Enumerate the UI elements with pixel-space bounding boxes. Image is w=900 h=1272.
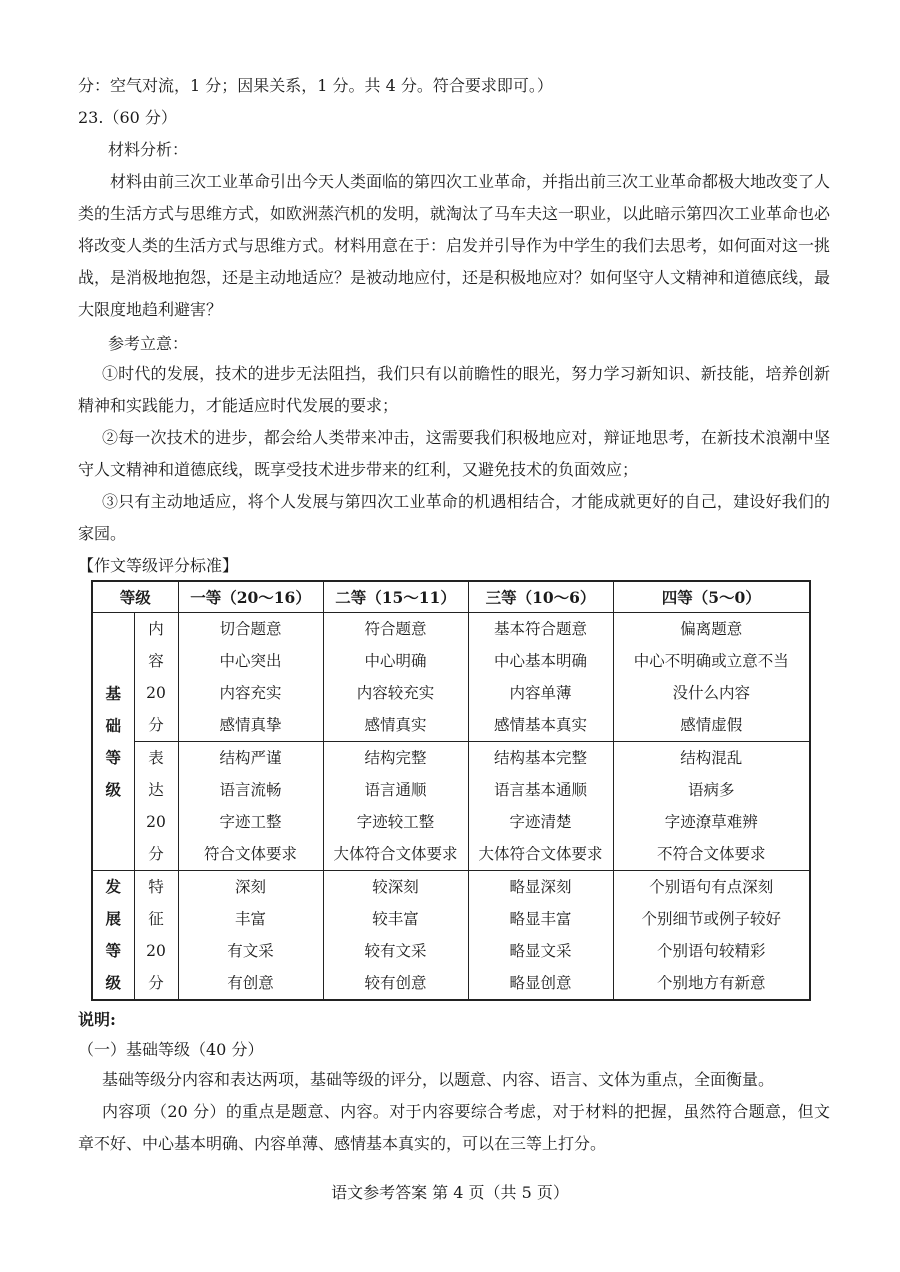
header-grade-4: 四等（5～0） xyxy=(613,581,810,613)
basic-level-label: 基 础 等 级 xyxy=(92,613,134,871)
intro-line: 分：空气对流，1 分；因果关系，1 分。共 4 分。符合要求即可。） xyxy=(78,76,553,95)
section-1-heading: （一）基础等级（40 分） xyxy=(78,1040,264,1059)
question-23-heading: 23.（60 分） xyxy=(78,108,177,127)
table-title: 【作文等级评分标准】 xyxy=(78,556,239,575)
feature-sub-label: 特 征 20 分 xyxy=(134,871,178,1001)
expression-sub-label: 表 达 20 分 xyxy=(134,742,178,871)
page-footer: 语文参考答案 第 4 页（共 5 页） xyxy=(331,1183,569,1202)
header-grade-2: 二等（15～11） xyxy=(323,581,468,613)
grading-table xyxy=(91,580,811,1001)
header-grade-3: 三等（10～6） xyxy=(468,581,613,613)
development-level-label: 发 展 等 级 xyxy=(92,871,134,1001)
table-row xyxy=(92,742,810,871)
reference-point-1: ①时代的发展，技术的进步无法阻挡，我们只有以前瞻性的眼光，努力学习新知识、新技能，培养创新精神和实践能力，才能适应时代发展的要求； xyxy=(78,364,830,415)
material-label: 材料分析： xyxy=(108,140,189,159)
table-cell: 切合题意 中心突出 内容充实 感情真挚 xyxy=(178,613,323,742)
table-cell: 个别语句有点深刻 个别细节或例子较好 个别语句较精彩 个别地方有新意 xyxy=(613,871,810,1001)
table-cell: 结构严谨 语言流畅 字迹工整 符合文体要求 xyxy=(178,742,323,871)
header-level: 等级 xyxy=(92,581,178,613)
table-cell: 偏离题意 中心不明确或立意不当 没什么内容 感情虚假 xyxy=(613,613,810,742)
content-sub-label: 内 容 20 分 xyxy=(134,613,178,742)
table-cell: 结构混乱 语病多 字迹潦草难辨 不符合文体要求 xyxy=(613,742,810,871)
table-cell: 略显深刻 略显丰富 略显文采 略显创意 xyxy=(468,871,613,1001)
notes-label: 说明: xyxy=(78,1010,116,1029)
table-cell: 深刻 丰富 有文采 有创意 xyxy=(178,871,323,1001)
section-1-paragraph-1: 基础等级分内容和表达两项，基础等级的评分，以题意、内容、语言、文体为重点，全面衡量。 xyxy=(102,1070,775,1089)
reference-point-2: ②每一次技术的进步，都会给人类带来冲击，这需要我们积极地应对，辩证地思考，在新技术浪潮中坚守人文精神和道德底线，既享受技术进步带来的红利，又避免技术的负面效应； xyxy=(78,428,830,479)
reference-point-3: ③只有主动地适应，将个人发展与第四次工业革命的机遇相结合，才能成就更好的自己，建设好我们的家园。 xyxy=(78,492,830,543)
table-cell: 基本符合题意 中心基本明确 内容单薄 感情基本真实 xyxy=(468,613,613,742)
table-row xyxy=(92,613,810,742)
table-cell: 结构基本完整 语言基本通顺 字迹清楚 大体符合文体要求 xyxy=(468,742,613,871)
table-cell: 结构完整 语言通顺 字迹较工整 大体符合文体要求 xyxy=(323,742,468,871)
table-header-row xyxy=(92,581,810,613)
section-1-paragraph-2: 内容项（20 分）的重点是题意、内容。对于内容要综合考虑，对于材料的把握，虽然符合题意，但文章不好、中心基本明确、内容单薄、感情基本真实的，可以在三等上打分。 xyxy=(78,1102,830,1153)
table-cell: 较深刻 较丰富 较有文采 较有创意 xyxy=(323,871,468,1001)
table-cell: 符合题意 中心明确 内容较充实 感情真实 xyxy=(323,613,468,742)
reference-label: 参考立意： xyxy=(108,334,189,353)
table-row xyxy=(92,871,810,1001)
material-analysis-text: 材料由前三次工业革命引出今天人类面临的第四次工业革命，并指出前三次工业革命都极大地改变了人类的生活方式与思维方式，如欧洲蒸汽机的发明，就淘汰了马车夫这一职业，以此暗示第四次工业革命也必将改变人类的生活方式与思维方式。材料用意在于：启发并引导作为中学生的我们去思考，如何面对这一挑战，是消极地抱怨，还是主动地适应？是被动地应付，还是积极地应对？如何坚守人文精神和道德底线，最大限度地趋利避害？ xyxy=(78,172,831,319)
header-grade-1: 一等（20～16） xyxy=(178,581,323,613)
